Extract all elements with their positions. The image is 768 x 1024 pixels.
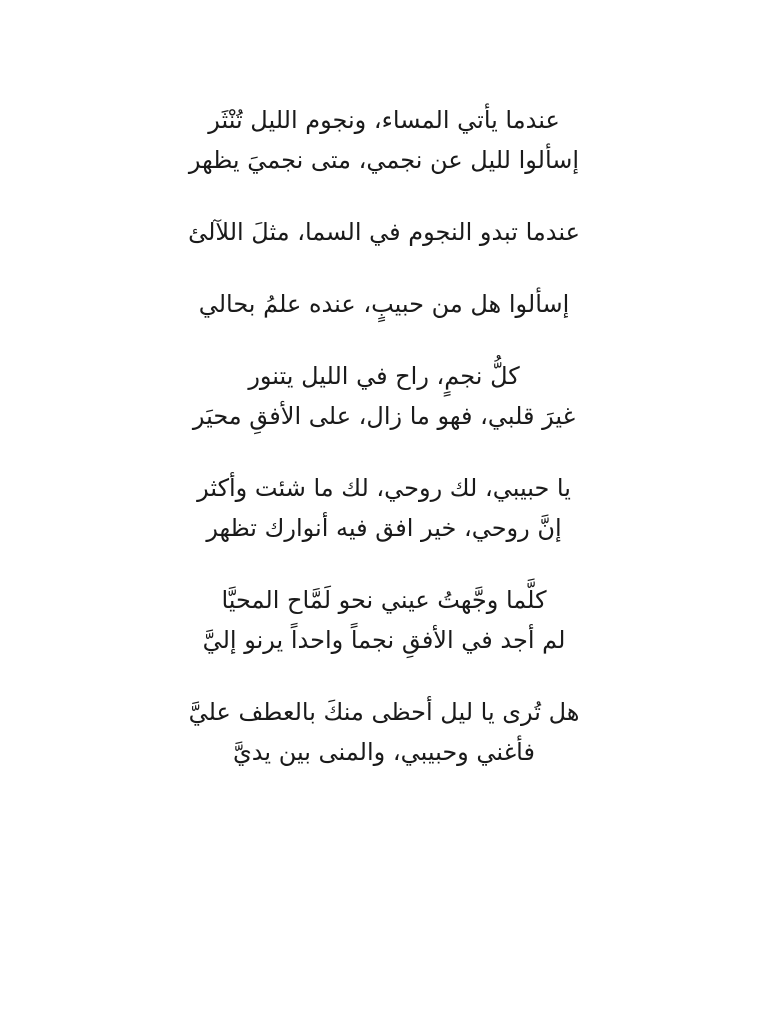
stanza-7 [0, 692, 768, 772]
poem-line: غيرَ قلبي، فهو ما زال، على الأفقِ محيَر [192, 402, 576, 430]
poem-line: هل تُرى يا ليل أحظى منكَ بالعطف عليَّ [188, 698, 580, 726]
stanza-3 [0, 284, 768, 324]
stanza-1 [0, 100, 768, 180]
stanza-2 [0, 212, 768, 252]
poem-line: كلَّما وجَّهتُ عيني نحو لَمَّاح المحيَّا [221, 586, 547, 614]
poem-line: لم أجد في الأفقِ نجماً واحداً يرنو إليَّ [202, 626, 566, 654]
stanza-6 [0, 580, 768, 660]
poem-line: فأغني وحبيبي، والمنى بين يديَّ [233, 738, 535, 766]
poem-line: عندما تبدو النجوم في السما، مثلَ اللآلئ [188, 218, 580, 246]
stanza-4 [0, 356, 768, 436]
poem-line: إسألوا لليل عن نجمي، متى نجميَ يظهر [188, 146, 580, 174]
poem-line: إنَّ روحي، خير افق فيه أنوارك تظهر [206, 514, 562, 542]
poem-line: كلُّ نجمٍ، راح في الليل يتنور [248, 362, 520, 390]
poem-line: يا حبيبي، لك روحي، لك ما شئت وأكثر [197, 474, 571, 502]
poem-text [0, 100, 768, 804]
poem-line: إسألوا هل من حبيبٍ، عنده علمُ بحالي [198, 290, 570, 318]
stanza-5 [0, 468, 768, 548]
poem-line: عندما يأتي المساء، ونجوم الليل تُنْثَر [208, 106, 560, 134]
